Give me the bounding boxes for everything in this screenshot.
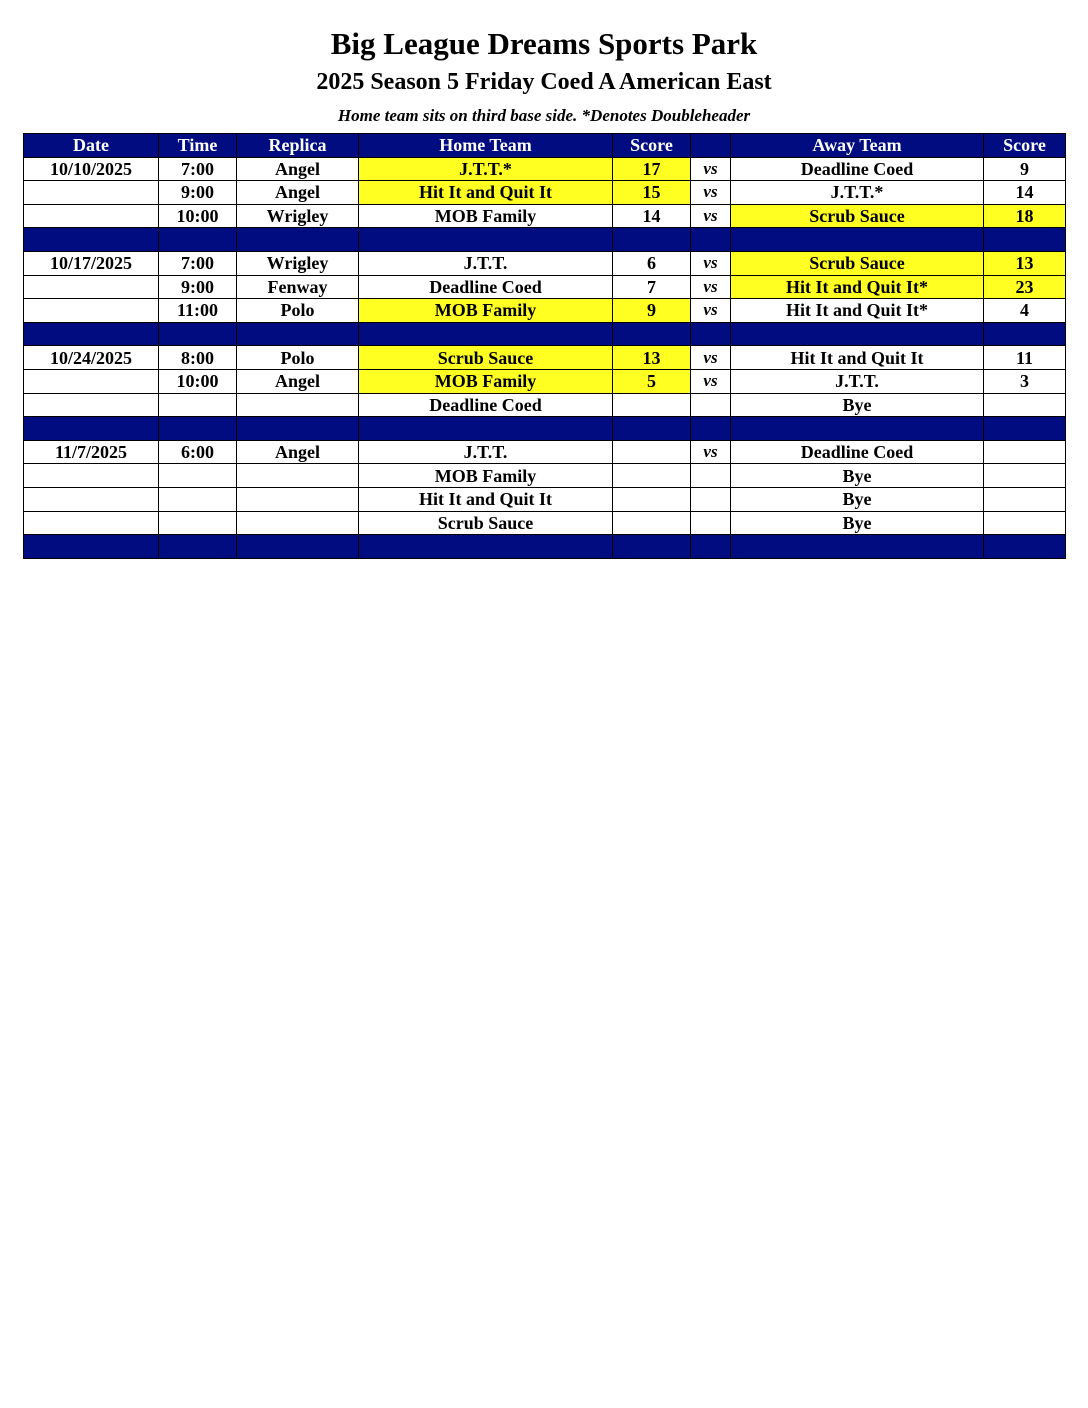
away-team-cell: Bye [731,487,984,511]
table-row [24,204,1066,228]
separator-cell [359,228,613,252]
vs-cell [691,511,731,535]
date-cell [24,275,159,299]
away-team-cell: Scrub Sauce [731,251,984,275]
separator-cell [691,228,731,252]
separator-cell [159,417,237,441]
separator-cell [613,535,691,559]
separator-cell [984,535,1066,559]
away-score-cell: 23 [984,275,1066,299]
home-score-cell: 9 [613,299,691,323]
away-team-cell: Hit It and Quit It* [731,299,984,323]
date-cell [24,369,159,393]
vs-cell: vs [691,181,731,205]
time-cell [159,511,237,535]
home-team-cell: J.T.T. [359,440,613,464]
vs-cell [691,487,731,511]
replica-cell [237,464,359,488]
separator-cell [613,417,691,441]
vs-cell: vs [691,346,731,370]
date-cell [24,487,159,511]
separator-cell [24,417,159,441]
replica-cell [237,393,359,417]
time-cell [159,464,237,488]
replica-cell [237,487,359,511]
home-team-cell: Hit It and Quit It [359,181,613,205]
vs-cell: vs [691,275,731,299]
away-team-cell: Bye [731,393,984,417]
table-row [24,440,1066,464]
column-header-replica: Replica [237,134,359,158]
table-row [24,346,1066,370]
away-team-cell: Bye [731,464,984,488]
week-separator-row [24,417,1066,441]
home-team-cell: Deadline Coed [359,275,613,299]
date-cell: 10/24/2025 [24,346,159,370]
date-cell: 11/7/2025 [24,440,159,464]
table-row [24,275,1066,299]
away-team-cell: Hit It and Quit It* [731,275,984,299]
week-separator-row [24,535,1066,559]
replica-cell: Polo [237,346,359,370]
separator-cell [237,535,359,559]
replica-cell: Angel [237,440,359,464]
replica-cell: Angel [237,157,359,181]
date-cell: 10/10/2025 [24,157,159,181]
separator-cell [691,322,731,346]
home-team-cell: Hit It and Quit It [359,487,613,511]
away-score-cell: 4 [984,299,1066,323]
replica-cell: Wrigley [237,251,359,275]
table-row [24,181,1066,205]
away-team-cell: Bye [731,511,984,535]
week-separator-row [24,228,1066,252]
table-row [24,487,1066,511]
replica-cell: Angel [237,181,359,205]
separator-cell [691,535,731,559]
schedule-table [23,133,1066,559]
home-score-cell [613,511,691,535]
separator-cell [24,228,159,252]
table-row [24,464,1066,488]
home-team-cell: J.T.T.* [359,157,613,181]
separator-cell [731,535,984,559]
home-team-cell: J.T.T. [359,251,613,275]
week-separator-row [24,322,1066,346]
separator-cell [159,228,237,252]
home-team-cell: MOB Family [359,369,613,393]
column-header-away-score: Score [984,134,1066,158]
table-row [24,369,1066,393]
date-cell [24,511,159,535]
time-cell: 8:00 [159,346,237,370]
time-cell: 9:00 [159,275,237,299]
time-cell: 7:00 [159,251,237,275]
away-team-cell: J.T.T. [731,369,984,393]
replica-cell: Wrigley [237,204,359,228]
time-cell: 6:00 [159,440,237,464]
date-cell: 10/17/2025 [24,251,159,275]
away-score-cell [984,464,1066,488]
time-cell: 7:00 [159,157,237,181]
time-cell: 10:00 [159,369,237,393]
home-score-cell: 7 [613,275,691,299]
vs-cell: vs [691,251,731,275]
home-team-cell: MOB Family [359,464,613,488]
separator-cell [359,322,613,346]
away-team-cell: Deadline Coed [731,440,984,464]
separator-cell [237,322,359,346]
date-cell [24,299,159,323]
table-row [24,393,1066,417]
home-team-cell: MOB Family [359,204,613,228]
away-score-cell [984,393,1066,417]
vs-cell: vs [691,440,731,464]
home-team-cell: Scrub Sauce [359,346,613,370]
vs-cell: vs [691,369,731,393]
replica-cell: Angel [237,369,359,393]
separator-cell [159,322,237,346]
separator-cell [731,417,984,441]
column-header-vs [691,134,731,158]
vs-cell [691,464,731,488]
table-row [24,511,1066,535]
page-subtitle: 2025 Season 5 Friday Coed A American East [316,69,772,95]
home-score-cell: 5 [613,369,691,393]
separator-cell [731,228,984,252]
separator-cell [691,417,731,441]
page-title: Big League Dreams Sports Park [330,26,758,61]
column-header-date: Date [24,134,159,158]
date-cell [24,181,159,205]
replica-cell: Fenway [237,275,359,299]
home-score-cell [613,393,691,417]
separator-cell [984,417,1066,441]
column-header-time: Time [159,134,237,158]
separator-cell [613,228,691,252]
time-cell [159,393,237,417]
table-row [24,251,1066,275]
separator-cell [24,322,159,346]
separator-cell [237,228,359,252]
vs-cell: vs [691,157,731,181]
away-score-cell: 14 [984,181,1066,205]
time-cell: 10:00 [159,204,237,228]
separator-cell [613,322,691,346]
vs-cell: vs [691,299,731,323]
home-team-cell: Deadline Coed [359,393,613,417]
doubleheader-note: Home team sits on third base side. *Denotes Doubleheader [337,106,751,125]
replica-cell: Polo [237,299,359,323]
away-score-cell [984,440,1066,464]
home-team-cell: Scrub Sauce [359,511,613,535]
home-score-cell [613,440,691,464]
away-score-cell: 9 [984,157,1066,181]
separator-cell [984,228,1066,252]
separator-cell [984,322,1066,346]
home-team-cell: MOB Family [359,299,613,323]
home-score-cell: 6 [613,251,691,275]
separator-cell [24,535,159,559]
away-score-cell [984,487,1066,511]
time-cell: 11:00 [159,299,237,323]
home-score-cell: 14 [613,204,691,228]
home-score-cell [613,487,691,511]
separator-cell [237,417,359,441]
vs-cell [691,393,731,417]
time-cell: 9:00 [159,181,237,205]
home-score-cell: 17 [613,157,691,181]
away-score-cell: 13 [984,251,1066,275]
table-header-row [24,134,1066,158]
column-header-home-score: Score [613,134,691,158]
separator-cell [359,417,613,441]
column-header-away-team: Away Team [731,134,984,158]
home-score-cell: 15 [613,181,691,205]
date-cell [24,204,159,228]
table-row [24,299,1066,323]
separator-cell [731,322,984,346]
date-cell [24,393,159,417]
away-team-cell: Hit It and Quit It [731,346,984,370]
away-score-cell: 18 [984,204,1066,228]
home-score-cell [613,464,691,488]
away-score-cell: 11 [984,346,1066,370]
date-cell [24,464,159,488]
away-score-cell [984,511,1066,535]
away-team-cell: J.T.T.* [731,181,984,205]
away-team-cell: Deadline Coed [731,157,984,181]
column-header-home-team: Home Team [359,134,613,158]
home-score-cell: 13 [613,346,691,370]
separator-cell [359,535,613,559]
away-score-cell: 3 [984,369,1066,393]
replica-cell [237,511,359,535]
separator-cell [159,535,237,559]
table-row [24,157,1066,181]
time-cell [159,487,237,511]
away-team-cell: Scrub Sauce [731,204,984,228]
vs-cell: vs [691,204,731,228]
